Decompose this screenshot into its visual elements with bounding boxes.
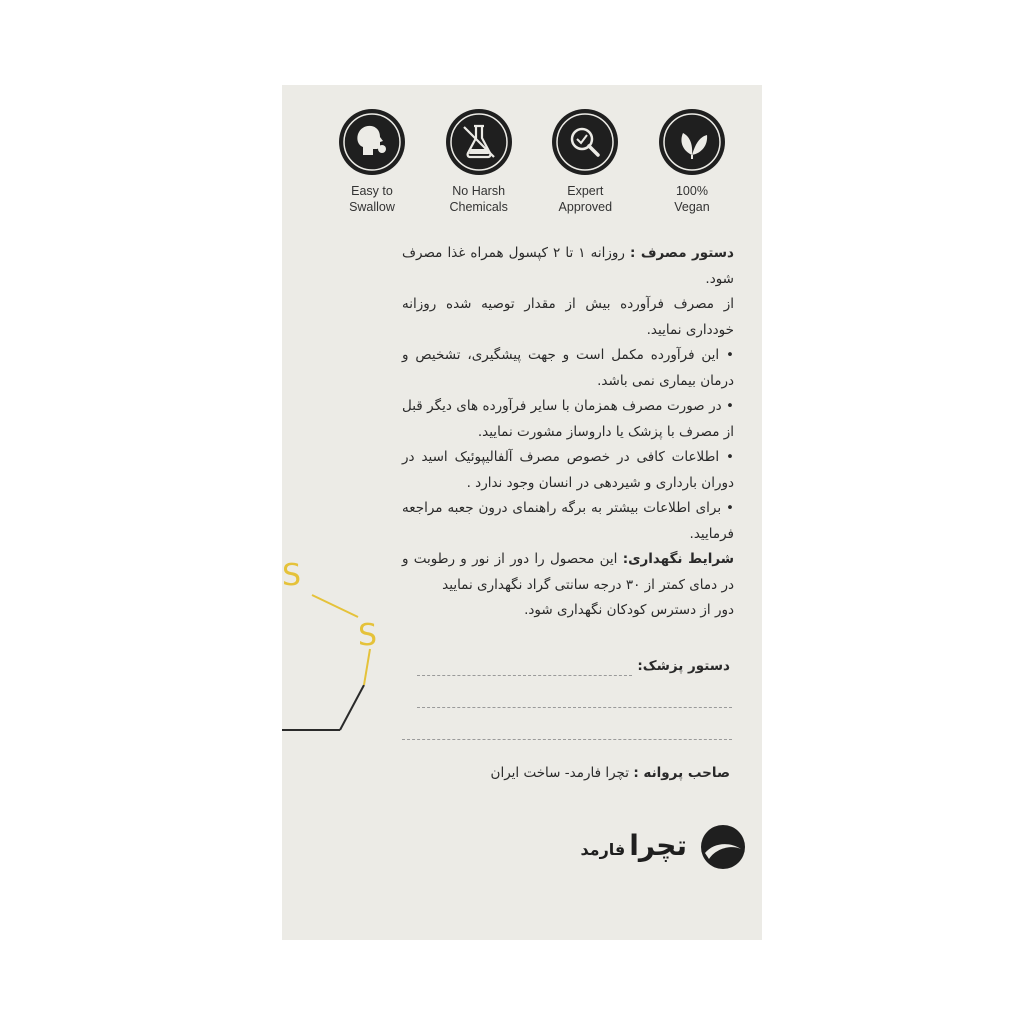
bond-line (340, 685, 364, 730)
usage-text: روزانه ۱ تا ۲ کپسول همراه غذا مصرف شود. (402, 245, 734, 287)
doctor-prescription-label: دستور پزشک: (637, 658, 730, 674)
badge-easy-to-swallow (322, 109, 422, 219)
warning-paragraph: • این فرآورده مکمل است و جهت پیشگیری، تشخیص و درمان بیماری نمی باشد. (402, 347, 734, 389)
warning-paragraph: از مصرف فرآورده بیش از مقدار توصیه شده روزانه خودداری نمایید. (402, 296, 734, 338)
bond-line (312, 595, 358, 617)
storage-note: دور از دسترس کودکان نگهداری شود. (524, 602, 734, 618)
badge-label: 100% Vegan (674, 184, 710, 214)
badge-label: No Harsh Chemicals (449, 184, 508, 214)
badge-expert-approved (535, 109, 635, 219)
warning-paragraph: • برای اطلاعات بیشتر به برگه راهنمای درون جعبه مراجعه فرمایید. (402, 500, 734, 542)
brand-sub: فارمد (580, 840, 626, 859)
bond-line (364, 649, 370, 685)
badge-no-harsh-chemicals (429, 109, 529, 219)
product-label-card (282, 85, 762, 940)
storage-conditions (402, 547, 734, 598)
brand-logo (537, 823, 747, 883)
warning-paragraph: • اطلاعات کافی در خصوص مصرف آلفالیپوئیک اسید در دوران بارداری و شیردهی در انسان وجود ندارد . (402, 449, 734, 491)
dashed-line (417, 707, 732, 708)
brand-mark-icon (699, 823, 747, 871)
dashed-line (402, 739, 732, 740)
storage-text: این محصول را دور از نور و رطوبت و در دمای کمتر از ۳۰ درجه سانتی گراد نگهداری نمایید (402, 551, 734, 593)
warning-paragraph: • در صورت مصرف همزمان با سایر فرآورده های دیگر قبل از مصرف با پزشک یا داروساز مشورت نمایید. (402, 398, 734, 440)
usage-title: دستور مصرف : (629, 245, 734, 261)
license-text: تچرا فارمد- ساخت ایران (490, 765, 634, 781)
check-magnifier-icon (552, 109, 618, 175)
storage-title: شرایط نگهداری: (622, 551, 734, 567)
badge-label: Easy to Swallow (349, 184, 395, 214)
badge-label: Expert Approved (558, 184, 613, 214)
dashed-line (417, 675, 632, 676)
sulfur-atom-2: S (358, 618, 378, 653)
license-holder (491, 765, 730, 781)
sulfur-atom-1: S (282, 558, 302, 593)
badge-vegan (642, 109, 742, 219)
leaves-icon (659, 109, 725, 175)
license-title: صاحب پروانه : (633, 765, 730, 781)
flask-crossed-icon (446, 109, 512, 175)
brand-wordmark (580, 829, 687, 862)
instructions-text (402, 241, 734, 624)
feature-badges (322, 109, 742, 219)
usage-instruction (402, 241, 734, 292)
brand-name: تچرا (629, 829, 687, 862)
head-swallow-icon (339, 109, 405, 175)
